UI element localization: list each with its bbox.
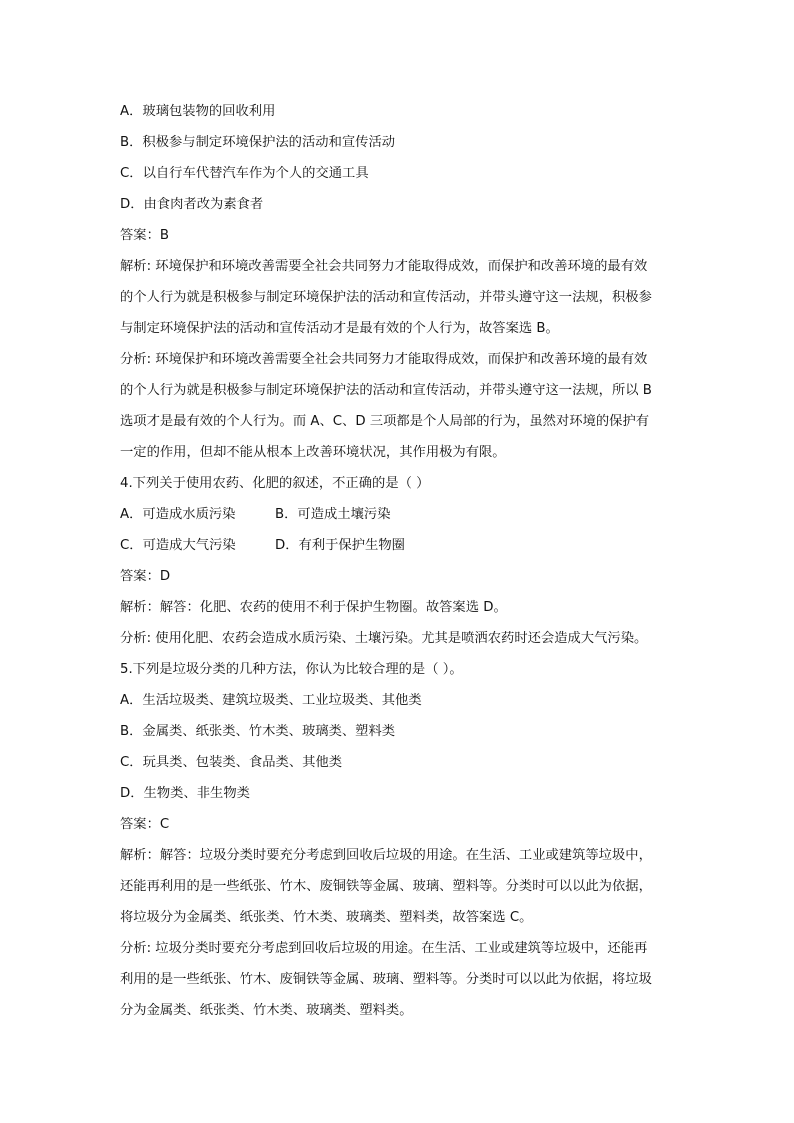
q5-analysis-line: 分为金属类、纸张类、竹木类、玻璃类、塑料类。	[120, 1003, 413, 1018]
q3-explanation-line: 的个人行为就是积极参与制定环境保护法的活动和宣传活动，并带头遵守这一法规，积极参	[120, 290, 652, 305]
q3-analysis-line: 分析: 环境保护和环境改善需要全社会共同努力才能取得成效，而保护和改善环境的最有效	[120, 352, 648, 367]
q3-explanation-line: 解析: 环境保护和环境改善需要全社会共同努力才能取得成效，而保护和改善环境的最有效	[120, 259, 648, 274]
q4-question: 4.下列关于使用农药、化肥的叙述，不正确的是（ ）	[120, 476, 430, 491]
q4-option-a: A．可造成水质污染	[120, 507, 236, 522]
q4-option-c: C．可造成大气污染	[120, 538, 236, 553]
q5-analysis-line: 利用的是一些纸张、竹木、废铜铁等金属、玻璃、塑料等。分类时可以以此为依据，将垃圾	[120, 972, 652, 987]
q4-options-row	[120, 535, 680, 566]
q5-explanation-line: 解析：解答：垃圾分类时要充分考虑到回收后垃圾的用途。在生活、工业或建筑等垃圾中，	[120, 848, 652, 863]
q5-option-a: A．生活垃圾类、建筑垃圾类、工业垃圾类、其他类	[120, 693, 422, 708]
q5-explanation-line: 将垃圾分为金属类、纸张类、竹木类、玻璃类、塑料类，故答案选 C。	[120, 910, 533, 925]
q3-option-a: A．玻璃包装物的回收利用	[120, 104, 276, 119]
document-content	[120, 101, 680, 1031]
q4-answer: 答案：D	[120, 569, 171, 584]
q5-analysis-line: 分析: 垃圾分类时要充分考虑到回收后垃圾的用途。在生活、工业或建筑等垃圾中，还能再	[120, 941, 648, 956]
q4-analysis: 分析: 使用化肥、农药会造成水质污染、土壤污染。尤其是喷洒农药时还会造成大气污染。	[120, 631, 648, 646]
q3-explanation-line: 与制定环境保护法的活动和宣传活动才是最有效的个人行为，故答案选 B。	[120, 321, 559, 336]
q5-answer: 答案：C	[120, 817, 170, 832]
q3-analysis-line: 一定的作用，但却不能从根本上改善环境状况，其作用极为有限。	[120, 445, 506, 460]
q5-option-c: C．玩具类、包装类、食品类、其他类	[120, 755, 343, 770]
q5-question: 5.下列是垃圾分类的几种方法，你认为比较合理的是（ ）。	[120, 662, 463, 677]
q5-option-b: B．金属类、纸张类、竹木类、玻璃类、塑料类	[120, 724, 396, 739]
q4-option-b: B．可造成土壤污染	[275, 507, 391, 522]
q4-explanation: 解析：解答：化肥、农药的使用不利于保护生物圈。故答案选 D。	[120, 600, 507, 615]
q4-option-d: D．有利于保护生物圈	[275, 538, 405, 553]
q3-analysis-line: 选项才是最有效的个人行为。而 A、C、D 三项都是个人局部的行为，虽然对环境的保护有	[120, 414, 650, 429]
q5-explanation-line: 还能再利用的是一些纸张、竹木、废铜铁等金属、玻璃、塑料等。分类时可以以此为依据，	[120, 879, 652, 894]
q3-answer: 答案：B	[120, 228, 170, 243]
q3-option-b: B．积极参与制定环境保护法的活动和宣传活动	[120, 135, 396, 150]
q3-option-c: C．以自行车代替汽车作为个人的交通工具	[120, 166, 369, 181]
q3-option-d: D．由食肉者改为素食者	[120, 197, 264, 212]
q3-analysis-line: 的个人行为就是积极参与制定环境保护法的活动和宣传活动，并带头遵守这一法规，所以 B	[120, 383, 652, 398]
q4-options-row	[120, 504, 680, 535]
q5-option-d: D．生物类、非生物类	[120, 786, 250, 801]
